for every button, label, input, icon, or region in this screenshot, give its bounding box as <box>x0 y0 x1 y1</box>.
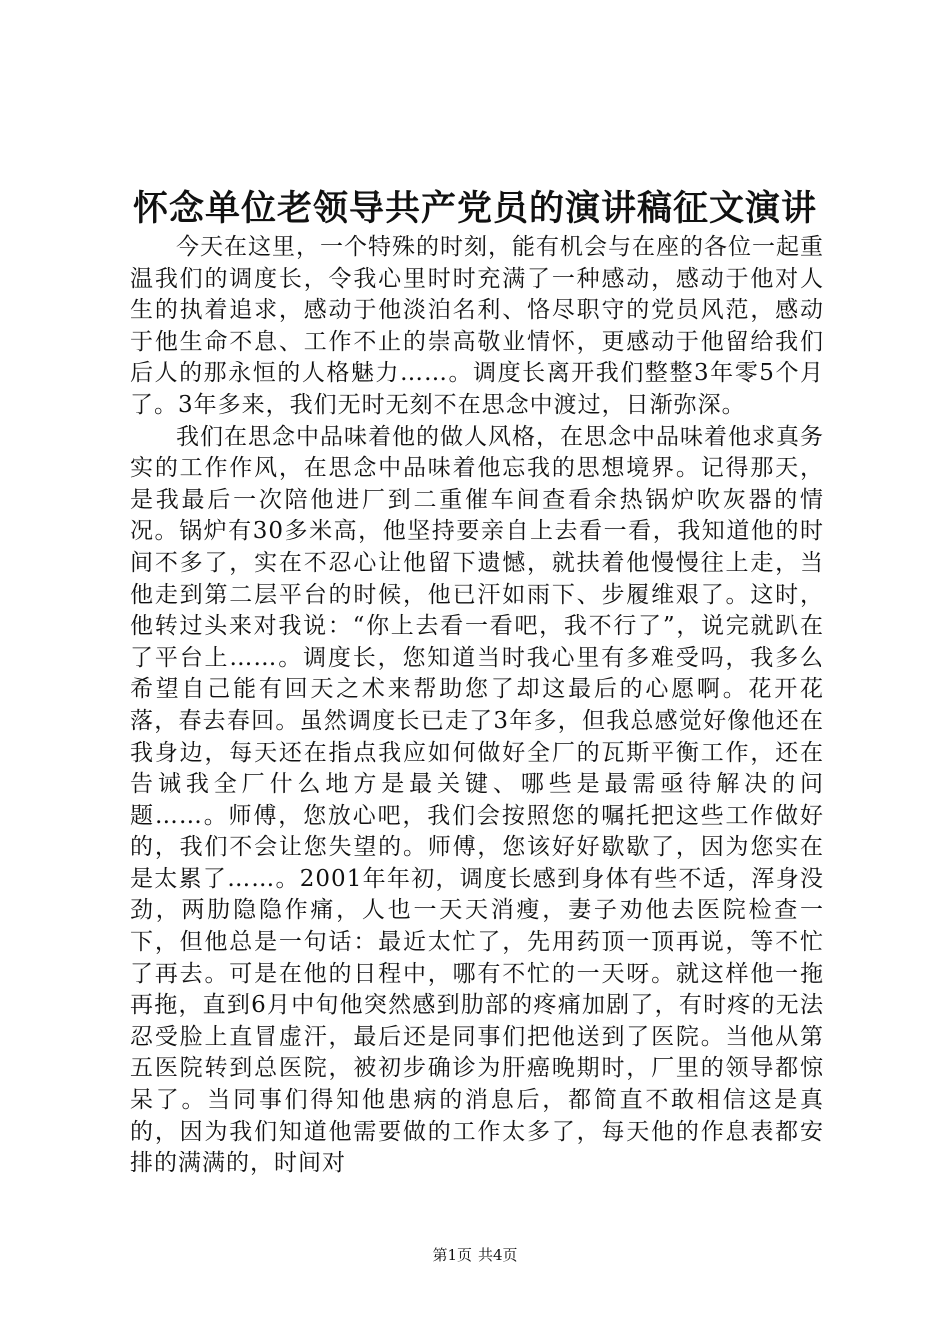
paragraph-2: 我们在思念中品味着他的做人风格，在思念中品味着他求真务实的工作作风，在思念中品味着他忘我的思想境界。记得那天，是我最后一次陪他进厂到二重催车间查看余热锅炉吹灰器的情况。锅炉有30多米高，他坚持要亲自上去看一看，我知道他的时间不多了，实在不忍心让他留下遗憾，就扶着他慢慢往上走，当他走到第二层平台的时候，他已汗如雨下、步履维艰了。这时，他转过头来对我说：“你上去看一看吧，我不行了”，说完就趴在了平台上……。调度长，您知道当时我心里有多难受吗，我多么希望自己能有回天之术来帮助您了却这最后的心愿啊。花开花落，春去春回。虽然调度长已走了3年多，但我总感觉好像他还在我身边，每天还在指点我应如何做好全厂的瓦斯平衡工作，还在告诫我全厂什么地方是最关键、哪些是最需亟待解决的问题……。师傅，您放心吧，我们会按照您的嘱托把这些工作做好的，我们不会让您失望的。师傅，您该好好歇歇了，因为您实在是太累了……。2001年年初，调度长感到身体有些不适，浑身没劲，两肋隐隐作痛，人也一天天消瘦，妻子劝他去医院检查一下，但他总是一句话：最近太忙了，先用药顶一顶再说，等不忙了再去。可是在他的日程中，哪有不忙的一天呀。就这样他一拖再拖，直到6月中旬他突然感到肋部的疼痛加剧了，有时疼的无法忍受脸上直冒虚汗，最后还是同事们把他送到了医院。当他从第五医院转到总医院，被初步确诊为肝癌晚期时，厂里的领导都惊呆了。当同事们得知他患病的消息后，都简直不敢相信这是真的，因为我们知道他需要做的工作太多了，每天他的作息表都安排的满满的，时间对 <box>130 423 824 1177</box>
document-title: 怀念单位老领导共产党员的演讲稿征文演讲 <box>132 188 817 229</box>
page-number: 第1页 <box>432 1246 472 1264</box>
paragraph-1: 今天在这里，一个特殊的时刻，能有机会与在座的各位一起重温我们的调度长，令我心里时时充满了一种感动，感动于他对人生的执着追求，感动于他淡泊名利、恪尽职守的党员风范，感动于他生命不息、工作不止的崇高敬业情怀，更感动于他留给我们后人的那永恒的人格魅力……。调度长离开我们整整3年零5个月了。3年多来，我们无时无刻不在思念中渡过，日渐弥深。 <box>130 234 824 418</box>
document-body <box>130 232 824 1180</box>
page-count: 共4页 <box>478 1246 518 1264</box>
page-footer <box>0 1245 950 1265</box>
